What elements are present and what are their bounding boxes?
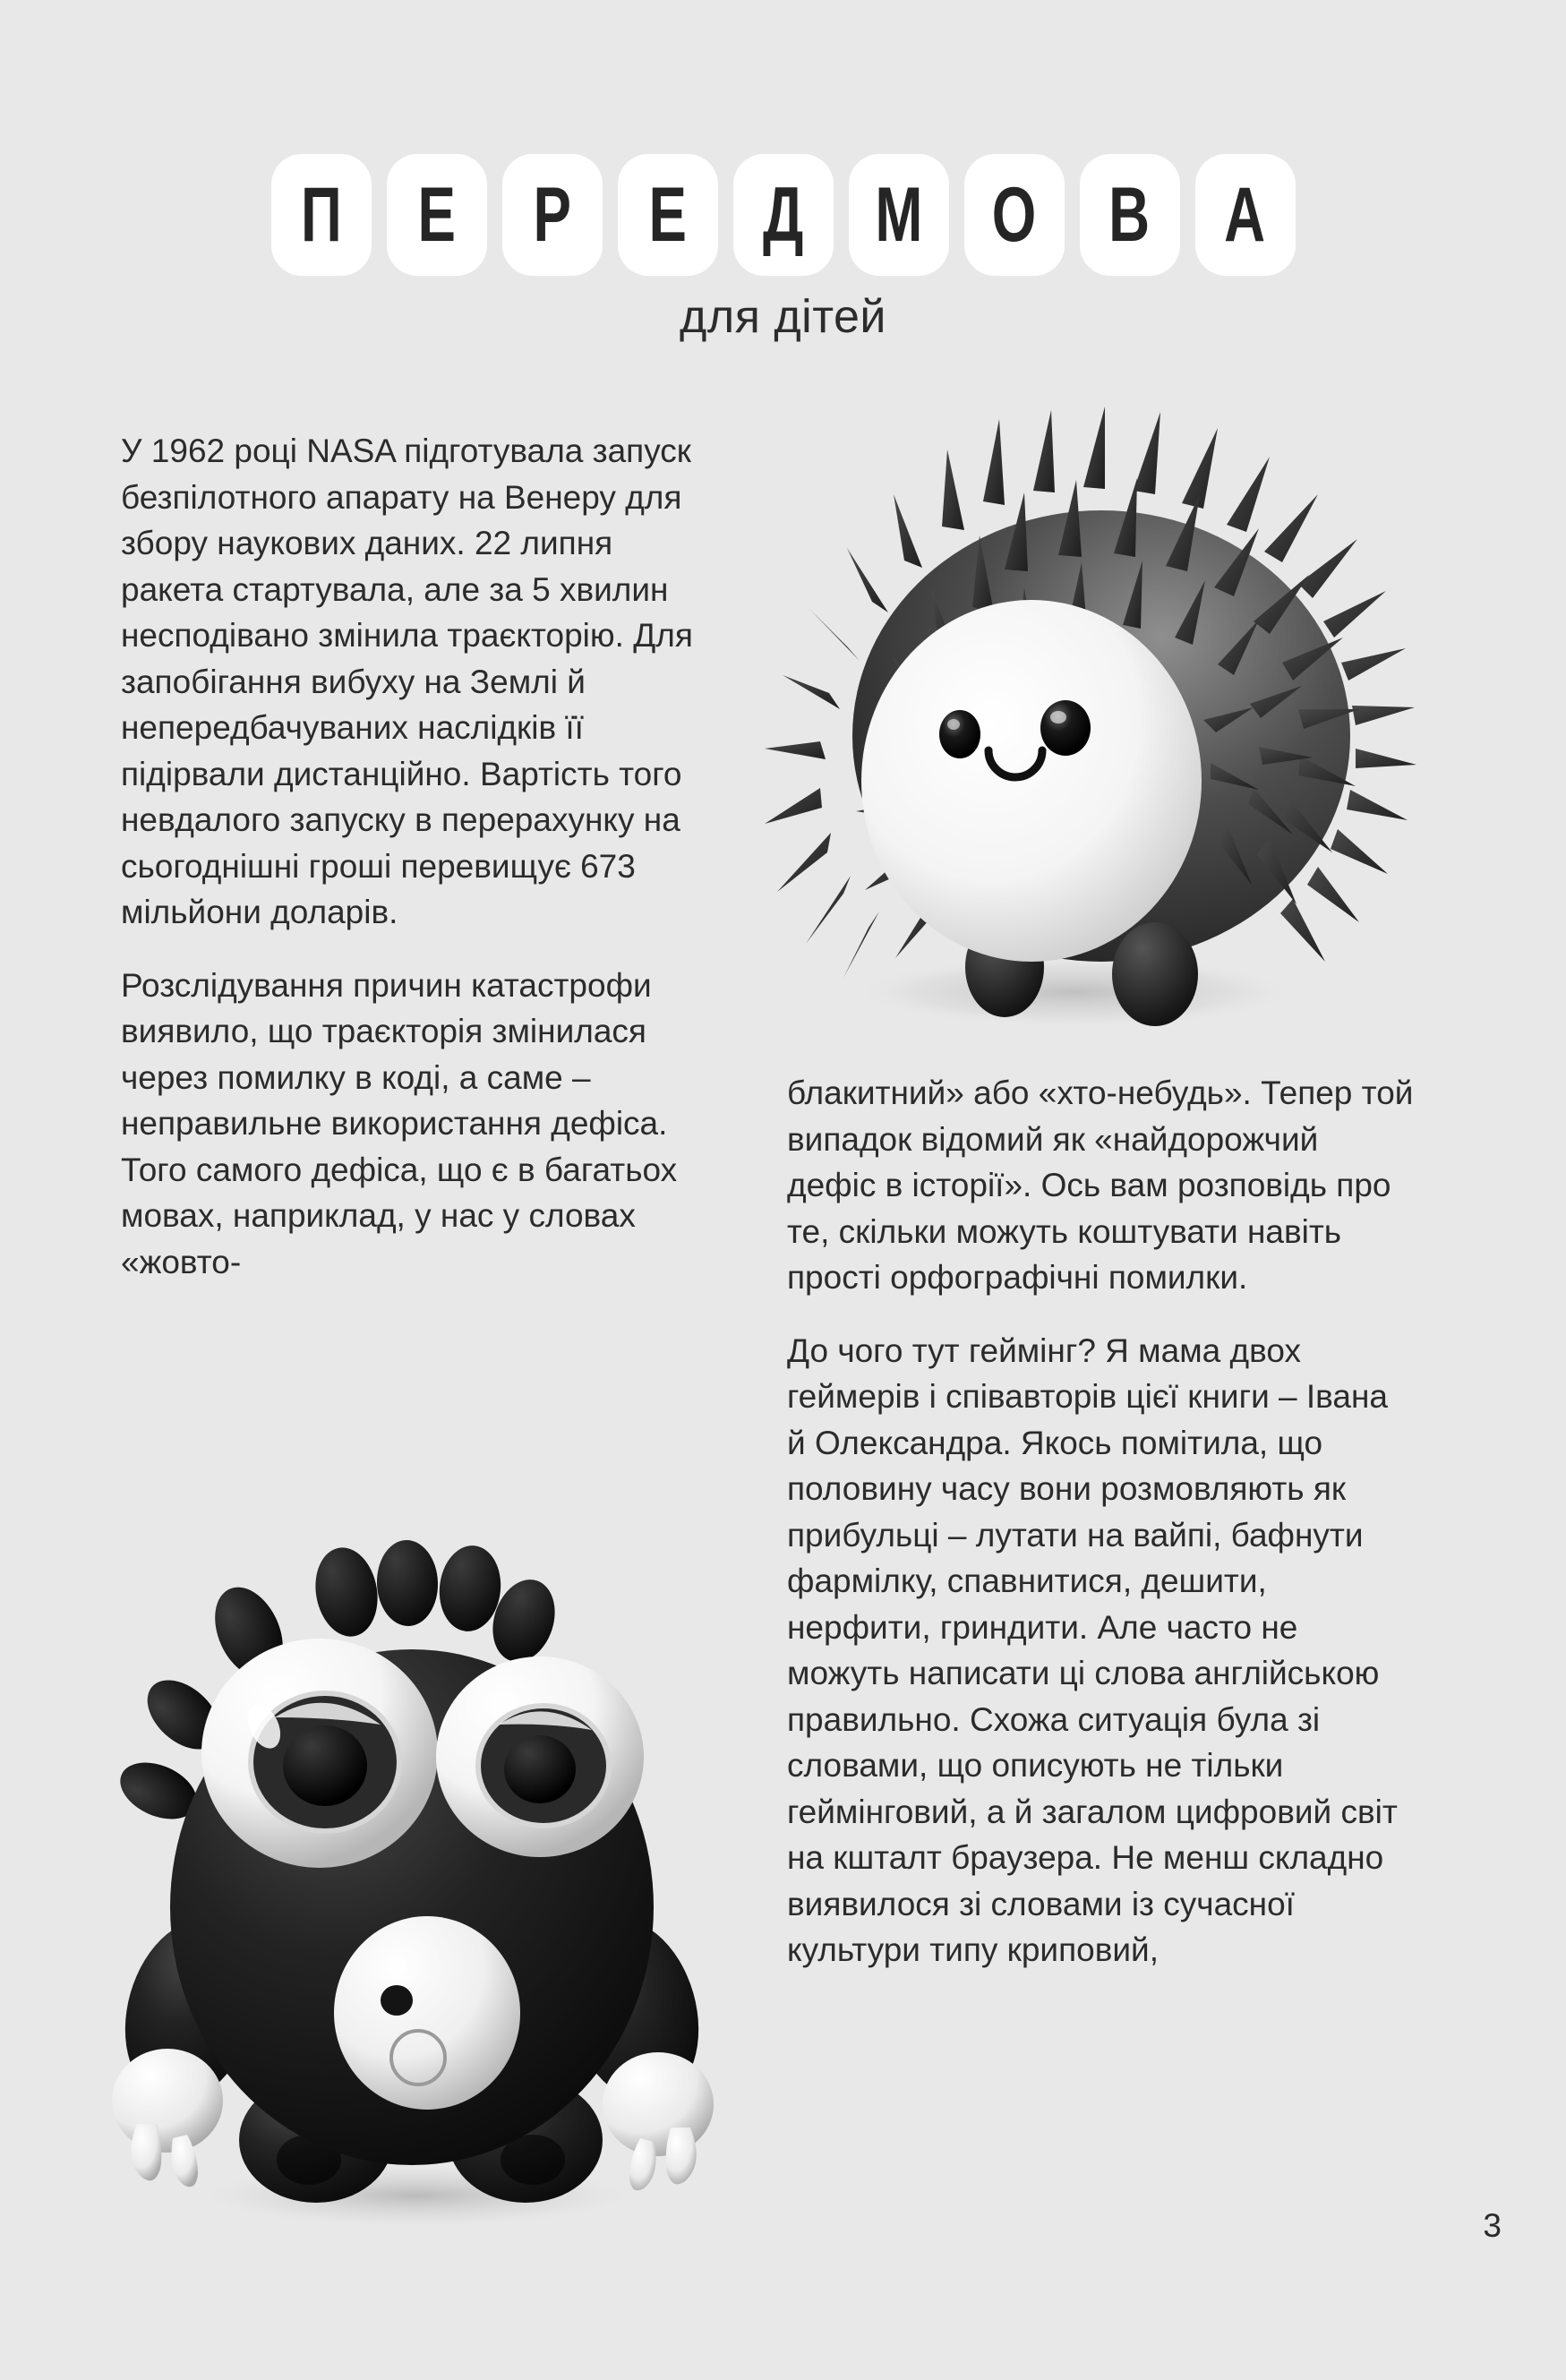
title-letter-tile [1080,154,1180,276]
title-letter: О [991,172,1037,258]
title-letter-tile [1195,154,1296,276]
title-letter: А [1224,172,1266,258]
paragraph: У 1962 році NASA підготувала запуск безпілотного апарату на Венеру для збору наукових даних. 22 липня ракета стартувала, але за 5 хвилин несподівано змінила траєкторію. Для запобігання вибуху на Землі й непередбачуваних наслідків її підірвали дистанційно. Вартість того невдалого запуску в перерахунку на сьогоднішні гроші перевищує 673 мільйони доларів. [121,432,693,930]
page-subtitle: для дітей [680,291,886,343]
monster-belly-patch [334,1916,520,2110]
left-text-column [121,428,712,1285]
monster-hand-right [603,2052,714,2190]
monster-eye-left [201,1639,438,1868]
title-letter-tile [964,154,1065,276]
title-letter-tile [849,154,949,276]
title-letter: Е [648,172,687,258]
monster-eye-right [436,1657,644,1857]
page-title [0,154,1566,276]
hedgehog-eye-left [939,710,980,758]
title-letter-tile [733,154,834,276]
title-letter-tile [502,154,603,276]
paragraph: Розслідування причин катастрофи виявило, що траєкторія змінилася через помилку в коді, а саме – неправильне використання дефіса. Того самого дефіса, що є в багатьох мовах, наприклад, у нас у словах «жовто- [121,966,678,1280]
title-letter: Е [417,172,456,258]
monster-illustration [85,1522,748,2239]
monster-hand-left [112,2049,223,2187]
title-letter-tile [271,154,372,276]
hedgehog-eye-right [1040,700,1091,756]
right-text-column [787,1070,1414,1973]
title-letter: Д [762,172,804,258]
hedgehog-face [861,600,1202,962]
title-letter: М [874,172,922,258]
belly-dot [381,1985,413,2016]
hedgehog-foot-right [1112,922,1198,1026]
paragraph: блакитний» або «хто-небудь». Тепер той випадок відомий як «найдорожчий дефіс в історії». Ось вам розповідь про те, скільки можуть коштувати навіть прості орфографічні помилки. [787,1074,1414,1296]
paragraph: До чого тут геймінг? Я мама двох геймерів і співавторів цієї книги – Івана й Олександра. Якось помітила, що половину часу вони розмовляють як прибульці – лутати на вайпі, бафнути фармілку, спавнитися, дешити, нерфити, гриндити. Але часто не можуть написати ці слова англійською правильно. Схожа ситуація була зі словами, що описують не тільки геймінговий, а й загалом цифровий світ на кшталт браузера. Не менш складно виявилося зі словами із сучасної культури типу криповий, [787,1331,1398,1968]
title-letter-tile [387,154,487,276]
title-letter: Р [533,172,571,258]
title-letter-tile [618,154,718,276]
hedgehog-illustration [716,394,1442,1039]
page-number: 3 [1483,2207,1502,2244]
title-letter: В [1108,172,1151,258]
title-letter: П [300,172,342,258]
